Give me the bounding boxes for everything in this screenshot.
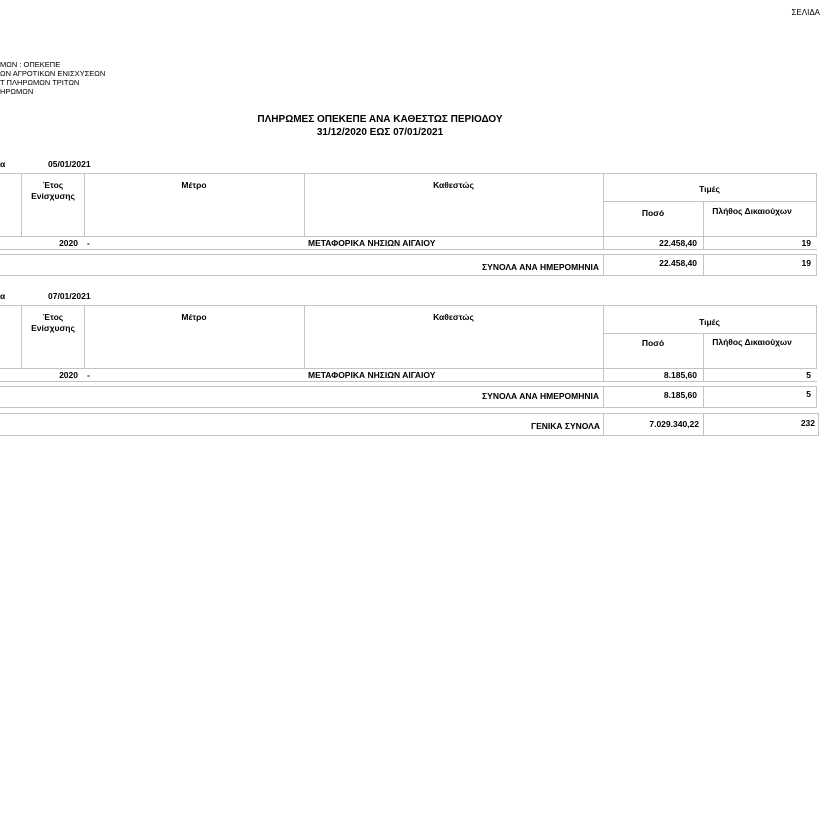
section-date <box>0 159 91 169</box>
col-beneficiaries: Πλήθος Δικαιούχων <box>712 206 792 216</box>
date-totals-amount: 8.185,60 <box>663 390 697 400</box>
grand-totals-count: 232 <box>800 418 815 428</box>
grand-totals-label: ΓΕΝΙΚΑ ΣΥΝΟΛΑ <box>530 421 600 431</box>
date-label: α <box>0 159 6 169</box>
date-totals-label: ΣΥΝΟΛΑ ΑΝΑ ΗΜΕΡΟΜΗΝΙΑ <box>482 262 599 272</box>
col-scheme: Καθεστώς <box>433 180 474 190</box>
section-date <box>0 291 91 301</box>
col-beneficiaries: Πλήθος Δικαιούχων <box>712 337 792 347</box>
row-measure: - <box>87 370 90 380</box>
page-label: ΣΕΛΙΔΑ <box>791 8 820 17</box>
date-value: 07/01/2021 <box>48 291 91 301</box>
col-amount: Ποσό <box>641 338 665 348</box>
col-measure: Μέτρο <box>181 312 207 322</box>
date-totals-label: ΣΥΝΟΛΑ ΑΝΑ ΗΜΕΡΟΜΗΝΙΑ <box>482 391 599 401</box>
row-measure: - <box>87 238 90 248</box>
col-values: Τιμές <box>699 184 720 194</box>
row-amount: 8.185,60 <box>663 370 697 380</box>
org-line-2: ΩΝ ΑΓΡΟΤΙΚΩΝ ΕΝΙΣΧΥΣΕΩΝ <box>0 69 106 78</box>
row-scheme: ΜΕΤΑΦΟΡΙΚΑ ΝΗΣΙΩΝ ΑΙΓΑΙΟΥ <box>308 370 436 380</box>
row-year: 2020 <box>59 238 78 248</box>
col-year: Έτος Ενίσχυσης <box>31 312 75 333</box>
date-totals-count: 5 <box>806 389 811 399</box>
row-count: 19 <box>801 238 811 248</box>
org-line-3: Τ ΠΛΗΡΩΜΩΝ ΤΡΙΤΩΝ <box>0 78 80 87</box>
report-period: 31/12/2020 ΕΩΣ 07/01/2021 <box>316 127 444 138</box>
report-title: ΠΛΗΡΩΜΕΣ ΟΠΕΚΕΠΕ ΑΝΑ ΚΑΘΕΣΤΩΣ ΠΕΡΙΟΔΟΥ <box>257 114 503 125</box>
date-label: α <box>0 291 6 301</box>
col-year: Έτος Ενίσχυσης <box>31 180 75 201</box>
date-totals-count: 19 <box>801 258 811 268</box>
col-scheme: Καθεστώς <box>433 312 474 322</box>
col-values: Τιμές <box>699 317 720 327</box>
col-amount: Ποσό <box>641 208 665 218</box>
row-year: 2020 <box>59 370 78 380</box>
row-count: 5 <box>806 370 811 380</box>
row-scheme: ΜΕΤΑΦΟΡΙΚΑ ΝΗΣΙΩΝ ΑΙΓΑΙΟΥ <box>308 238 436 248</box>
date-value: 05/01/2021 <box>48 159 91 169</box>
grand-totals-amount: 7.029.340,22 <box>649 419 699 429</box>
col-measure: Μέτρο <box>181 180 207 190</box>
org-line-1: ΜΩΝ : ΟΠΕΚΕΠΕ <box>0 60 61 69</box>
date-totals-amount: 22.458,40 <box>659 258 697 268</box>
org-line-4: ΗΡΩΜΩΝ <box>0 87 34 96</box>
row-amount: 22.458,40 <box>659 238 697 248</box>
